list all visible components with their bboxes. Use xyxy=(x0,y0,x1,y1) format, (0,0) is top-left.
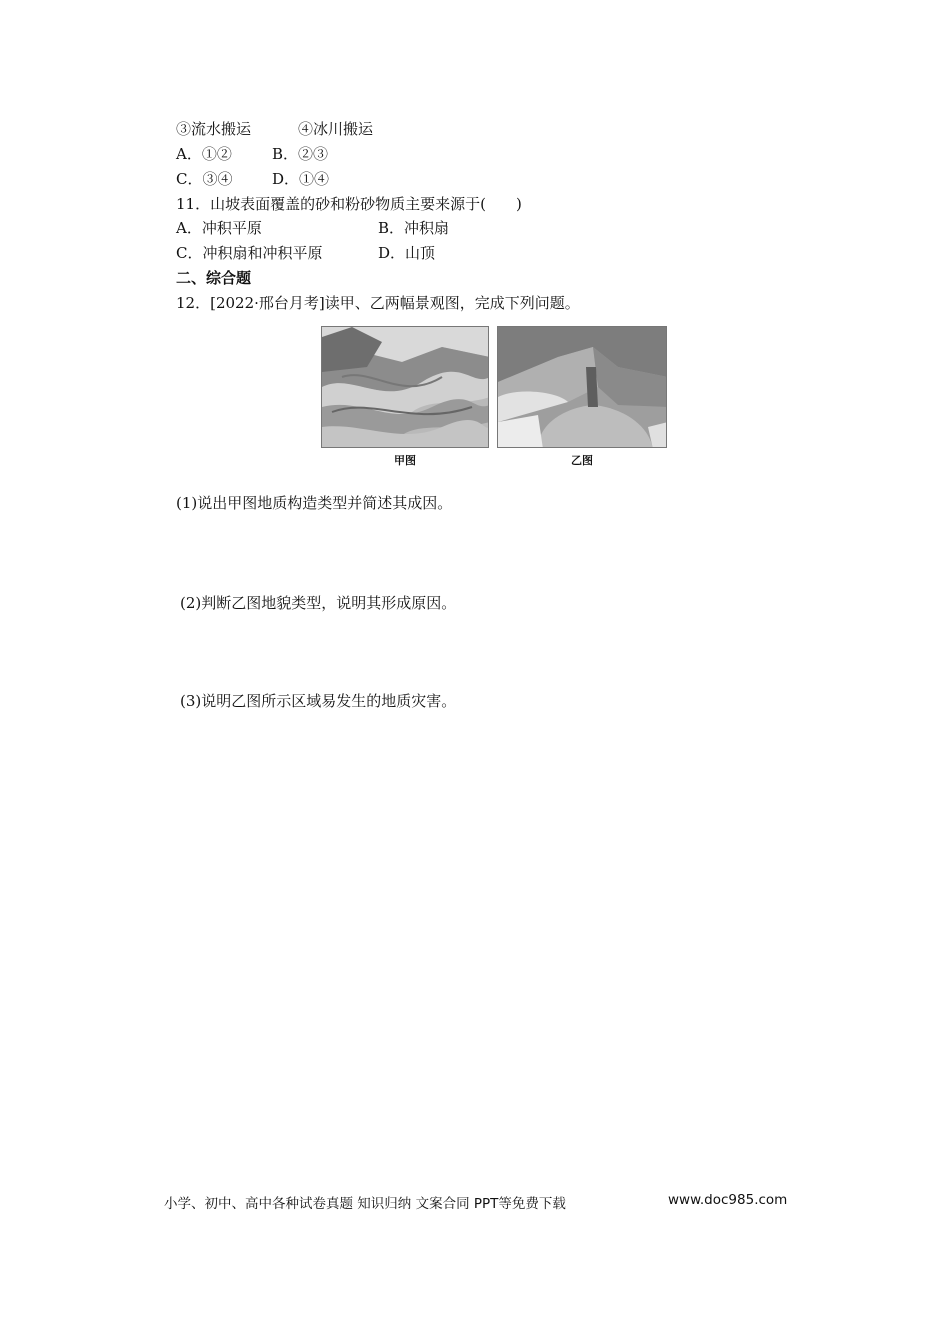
q11-option-d[interactable] xyxy=(378,243,435,263)
figure-jia-caption: 甲图 xyxy=(394,454,416,467)
q10-option-a[interactable] xyxy=(176,144,232,164)
q10-option-c[interactable] xyxy=(176,169,233,189)
option-text: 冲积扇 xyxy=(404,219,450,237)
q10-item-4: ④冰川搬运 xyxy=(298,120,374,138)
option-text: 冲积平原 xyxy=(201,219,262,237)
option-letter: C． xyxy=(176,244,203,262)
q11-option-a[interactable] xyxy=(176,218,262,238)
figure-yi-photo xyxy=(497,326,667,448)
option-letter: D． xyxy=(272,170,300,188)
option-text: ①② xyxy=(201,145,232,163)
q12-stem: 12．[2022·邢台月考]读甲、乙两幅景观图，完成下列问题。 xyxy=(176,294,580,312)
option-text: ①④ xyxy=(299,170,330,188)
q11-option-b[interactable] xyxy=(378,218,449,238)
q10-option-d[interactable] xyxy=(272,169,329,189)
q12-subquestion-1: (1)说出甲图地质构造类型并简述其成因。 xyxy=(176,494,453,512)
option-letter: B． xyxy=(272,145,299,163)
q12-subquestion-2: (2)判断乙图地貌类型，说明其形成原因。 xyxy=(180,594,457,612)
footer-text: 小学、初中、高中各种试卷真题 知识归纳 文案合同 PPT等免费下载 xyxy=(164,1196,566,1212)
folded-strata-image xyxy=(322,327,489,448)
q10-item-3: ③流水搬运 xyxy=(176,120,252,138)
option-text: ③④ xyxy=(202,170,233,188)
q12-subquestion-3: (3)说明乙图所示区域易发生的地质灾害。 xyxy=(180,692,457,710)
option-letter: D． xyxy=(378,244,406,262)
option-text: ②③ xyxy=(298,145,329,163)
option-text: 山顶 xyxy=(405,244,436,262)
alluvial-fan-image xyxy=(498,327,667,448)
option-letter: C． xyxy=(176,170,203,188)
figure-jia-photo xyxy=(321,326,489,448)
footer-url[interactable]: www.doc985.com xyxy=(668,1192,788,1208)
q11-option-c[interactable] xyxy=(176,243,323,263)
option-text: 冲积扇和冲积平原 xyxy=(202,244,323,262)
q11-stem: 11．山坡表面覆盖的砂和粉砂物质主要来源于( ) xyxy=(176,195,522,213)
figure-yi-caption: 乙图 xyxy=(571,454,593,467)
q10-option-b[interactable] xyxy=(272,144,328,164)
option-letter: A． xyxy=(176,145,202,163)
section-heading: 二、综合题 xyxy=(176,269,252,287)
option-letter: B． xyxy=(378,219,405,237)
option-letter: A． xyxy=(176,219,202,237)
